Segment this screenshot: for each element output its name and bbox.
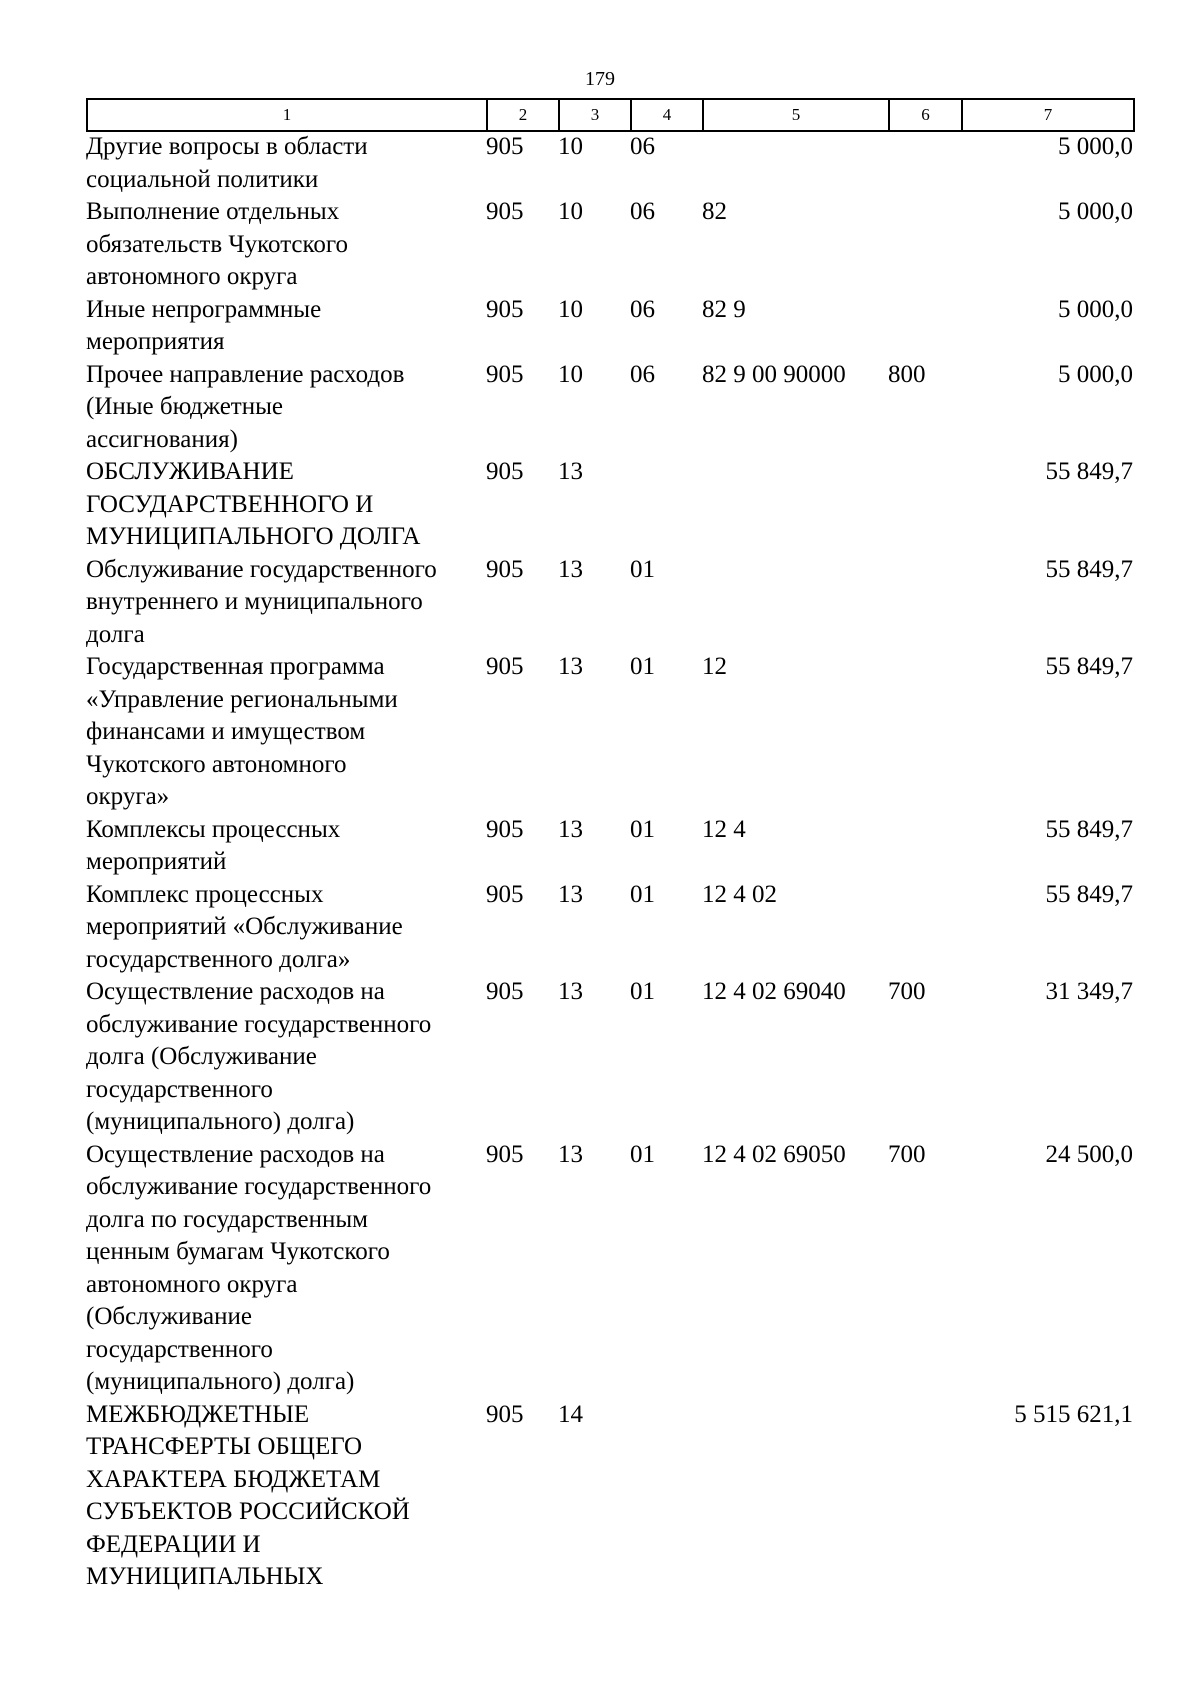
column-header-row — [86, 98, 1135, 132]
row-name: МЕЖБЮДЖЕТНЫЕ ТРАНСФЕРТЫ ОБЩЕГО ХАРАКТЕРА БЮДЖЕТАМ СУБЪЕКТОВ РОССИЙСКОЙ ФЕДЕРАЦИИ И МУНИЦИПАЛЬНЫХ — [86, 1400, 410, 1590]
row-target-article: 12 4 02 69050 — [702, 1140, 846, 1168]
row-section-code: 10 — [558, 198, 583, 225]
table-row — [86, 359, 1133, 457]
table-row — [86, 1139, 1133, 1399]
row-amount: 55 849,7 — [1045, 815, 1133, 843]
row-section-code: 13 — [558, 555, 583, 583]
row-amount: 55 849,7 — [1045, 653, 1133, 680]
row-expense-type — [888, 554, 961, 652]
row-subsection-code: 06 — [630, 295, 655, 323]
column-header-4: 4 — [631, 99, 703, 131]
row-target-article: 82 9 — [702, 295, 746, 323]
row-name: Комплекс процессных мероприятий «Обслуживание государственного долга» — [86, 880, 403, 973]
row-amount: 55 849,7 — [1045, 555, 1133, 583]
row-section-code: 13 — [558, 653, 583, 680]
row-expense-type — [888, 1399, 961, 1594]
column-header-7: 7 — [962, 99, 1134, 131]
column-header-5: 5 — [703, 99, 889, 131]
row-target-article: 82 — [702, 198, 727, 225]
row-subsection-code: 01 — [630, 880, 655, 908]
row-target-article: 12 4 02 69040 — [702, 978, 846, 1005]
row-amount: 5 000,0 — [1058, 295, 1133, 323]
row-subsection-code — [630, 456, 702, 554]
table-row — [86, 814, 1133, 879]
row-name: Государственная программа «Управление региональными финансами и имуществом Чукотского автономного округа» — [86, 653, 398, 810]
row-name: Иные непрограммные мероприятия — [86, 295, 322, 355]
row-section-code: 10 — [558, 360, 583, 388]
row-name: ОБСЛУЖИВАНИЕ ГОСУДАРСТВЕННОГО И МУНИЦИПАЛЬНОГО ДОЛГА — [86, 458, 421, 550]
table-row — [86, 294, 1133, 359]
row-expense-type — [888, 294, 961, 359]
table-row — [86, 196, 1133, 294]
table-row — [86, 651, 1133, 814]
table-row — [86, 131, 1133, 196]
row-chapter-code: 905 — [486, 295, 524, 323]
row-section-code: 13 — [558, 1140, 583, 1168]
row-subsection-code: 06 — [630, 133, 655, 160]
row-target-article: 12 — [702, 653, 727, 680]
row-name: Обслуживание государственного внутреннего и муниципального долга — [86, 555, 437, 648]
row-chapter-code: 905 — [486, 458, 524, 485]
row-name: Выполнение отдельных обязательств Чукотского автономного округа — [86, 198, 349, 290]
row-section-code: 13 — [558, 815, 583, 843]
row-expense-type — [888, 879, 961, 977]
row-amount: 5 000,0 — [1058, 360, 1133, 388]
row-section-code: 13 — [558, 880, 583, 908]
row-subsection-code: 06 — [630, 198, 655, 225]
column-header-6: 6 — [889, 99, 962, 131]
row-chapter-code: 905 — [486, 978, 524, 1005]
row-chapter-code: 905 — [486, 653, 524, 680]
row-subsection-code: 01 — [630, 555, 655, 583]
row-name: Комплексы процессных мероприятий — [86, 815, 341, 875]
row-amount: 5 515 621,1 — [1014, 1400, 1133, 1428]
row-chapter-code: 905 — [486, 133, 524, 160]
row-name: Осуществление расходов на обслуживание государственного долга (Обслуживание государственного (муниципального) долга) — [86, 978, 432, 1135]
row-target-article: 82 9 00 90000 — [702, 360, 846, 388]
table-row — [86, 1399, 1133, 1594]
row-section-code: 14 — [558, 1400, 583, 1428]
row-chapter-code: 905 — [486, 880, 524, 908]
row-expense-type: 800 — [888, 360, 926, 388]
table-row — [86, 879, 1133, 977]
page-number: 179 — [585, 68, 615, 90]
row-expense-type — [888, 651, 961, 814]
row-chapter-code: 905 — [486, 1140, 524, 1168]
column-header-1: 1 — [87, 99, 487, 131]
row-name: Другие вопросы в области социальной политики — [86, 133, 368, 193]
row-subsection-code — [630, 1399, 702, 1594]
row-amount: 31 349,7 — [1045, 978, 1133, 1005]
table-row — [86, 456, 1133, 554]
row-target-article — [702, 1399, 888, 1594]
row-section-code: 13 — [558, 978, 583, 1005]
row-section-code: 10 — [558, 295, 583, 323]
budget-table — [86, 131, 1133, 1594]
row-section-code: 10 — [558, 133, 583, 160]
row-chapter-code: 905 — [486, 198, 524, 225]
row-target-article — [702, 131, 888, 196]
row-expense-type — [888, 196, 961, 294]
table-row — [86, 976, 1133, 1139]
table-row — [86, 554, 1133, 652]
row-subsection-code: 06 — [630, 360, 655, 388]
row-target-article: 12 4 — [702, 815, 746, 843]
row-target-article: 12 4 02 — [702, 880, 777, 908]
row-expense-type — [888, 456, 961, 554]
row-amount: 5 000,0 — [1058, 198, 1133, 225]
row-amount: 55 849,7 — [1045, 458, 1133, 485]
row-name: Прочее направление расходов (Иные бюджетные ассигнования) — [86, 360, 405, 453]
column-header-3: 3 — [559, 99, 631, 131]
row-expense-type: 700 — [888, 978, 926, 1005]
row-chapter-code: 905 — [486, 1400, 524, 1428]
row-chapter-code: 905 — [486, 555, 524, 583]
row-expense-type — [888, 814, 961, 879]
row-target-article — [702, 456, 888, 554]
row-subsection-code: 01 — [630, 1140, 655, 1168]
row-chapter-code: 905 — [486, 360, 524, 388]
row-section-code: 13 — [558, 458, 583, 485]
row-expense-type — [888, 131, 961, 196]
row-amount: 5 000,0 — [1058, 133, 1133, 160]
row-subsection-code: 01 — [630, 815, 655, 843]
row-subsection-code: 01 — [630, 978, 655, 1005]
row-subsection-code: 01 — [630, 653, 655, 680]
row-target-article — [702, 554, 888, 652]
row-amount: 55 849,7 — [1045, 880, 1133, 908]
column-header-2: 2 — [487, 99, 559, 131]
row-name: Осуществление расходов на обслуживание государственного долга по государственным ценным бумагам Чукотского автономного округа (Обслуживание государственного (муниципального) долга) — [86, 1140, 432, 1395]
row-expense-type: 700 — [888, 1140, 926, 1168]
row-amount: 24 500,0 — [1045, 1140, 1133, 1168]
budget-table-body — [86, 131, 1133, 1594]
row-chapter-code: 905 — [486, 815, 524, 843]
